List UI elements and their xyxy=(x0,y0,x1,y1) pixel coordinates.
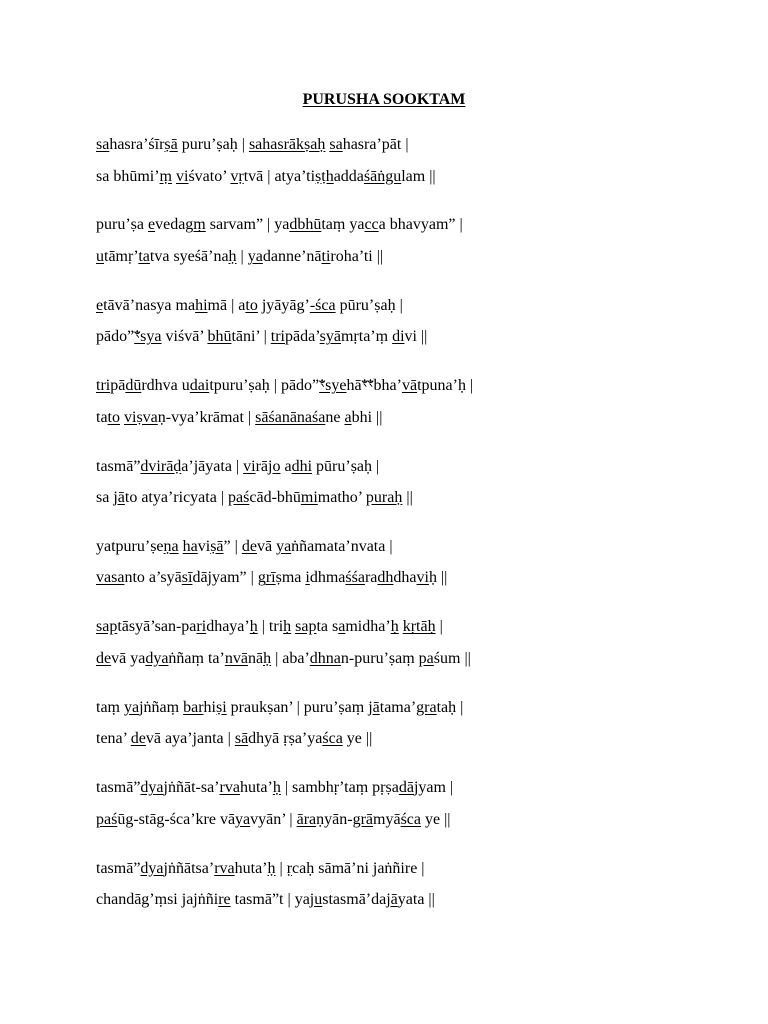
verse-line xyxy=(96,804,746,836)
text-segment: praukṣan’ | puru’ṣaṃ xyxy=(226,698,369,716)
underlined-syllable: de xyxy=(130,730,146,748)
underlined-syllable: ḥ xyxy=(283,618,292,636)
underlined-syllable: dhna xyxy=(309,649,341,667)
text-segment: ta s xyxy=(316,618,339,636)
text-segment: rdhva u xyxy=(141,377,190,395)
text-segment: hāꣳꣳbha’ xyxy=(346,377,402,395)
text-segment: nto a’syā xyxy=(124,569,182,587)
underlined-syllable: dbhū xyxy=(289,216,322,234)
text-segment: | xyxy=(236,247,248,265)
text-segment: taḥ | xyxy=(436,698,464,716)
verse-line xyxy=(96,692,746,724)
verse xyxy=(96,451,746,514)
text-segment: tāsyā’san-pa xyxy=(117,618,197,636)
text-segment: a bhavyam” | xyxy=(378,216,463,234)
underlined-syllable: sa xyxy=(96,136,110,153)
verse-line xyxy=(96,402,746,434)
text-segment: pūru’ṣaḥ | xyxy=(335,296,403,314)
text-segment: ye || xyxy=(342,730,373,748)
underlined-syllable: nvā xyxy=(224,649,248,667)
text-segment: hasra’śīr xyxy=(109,136,165,153)
underlined-syllable: pa xyxy=(418,649,434,667)
underlined-syllable: tri xyxy=(96,377,111,395)
text-segment: sarvam” | ya xyxy=(205,216,290,234)
text-segment: a’jāyata | xyxy=(181,457,244,475)
text-segment: vi xyxy=(197,537,211,555)
text-segment: tāmṛ’ xyxy=(104,247,139,265)
text-segment: hasra’pāt | xyxy=(342,136,409,153)
underlined-syllable: grī xyxy=(257,569,276,587)
text-segment: caḥ sāmā’ni jaṅñire | xyxy=(292,859,425,877)
text-segment: mṛta’ṃ xyxy=(340,328,393,346)
text-segment: taṃ xyxy=(96,698,124,716)
verse-line xyxy=(96,290,746,322)
underlined-syllable: e xyxy=(147,216,156,234)
underlined-syllable: de xyxy=(96,649,112,667)
text-segment: chandāg’ṃsi jajṅñi xyxy=(96,891,219,909)
underlined-syllable: bhū xyxy=(207,328,232,346)
underlined-syllable: ha xyxy=(182,537,198,555)
underlined-syllable: re xyxy=(218,891,231,909)
verses xyxy=(96,129,746,933)
text-segment: sa bhūmi’ xyxy=(96,167,160,185)
text-segment: adda xyxy=(333,167,364,185)
underlined-syllable: syā xyxy=(319,328,341,346)
underlined-syllable: vasa xyxy=(96,569,125,587)
underlined-syllable: dū xyxy=(125,377,142,395)
underlined-syllable: ri xyxy=(196,618,207,636)
text-segment: | xyxy=(435,618,443,636)
verse xyxy=(96,772,746,835)
text-segment: vā aya’janta | xyxy=(145,730,235,748)
underlined-syllable: ya xyxy=(276,537,292,555)
underlined-syllable: vi xyxy=(176,167,189,185)
verse xyxy=(96,129,746,192)
text-segment: lam || xyxy=(401,167,436,185)
underlined-syllable: ꣳsya xyxy=(134,328,162,346)
text-segment: ṇ-vya’krāmat | xyxy=(157,408,256,426)
page-title: PURUSHA SOOKTAM xyxy=(302,91,466,108)
underlined-syllable: ya xyxy=(124,698,140,716)
text-segment: tāni’ | xyxy=(231,328,271,346)
underlined-syllable: sā xyxy=(234,730,249,748)
underlined-syllable: di xyxy=(392,328,405,346)
text-segment: myā xyxy=(373,810,401,828)
verse xyxy=(96,611,746,674)
underlined-syllable: dya xyxy=(140,779,164,797)
text-segment: jyam | xyxy=(413,779,454,797)
text-segment: || xyxy=(402,489,413,507)
text-segment: matho’ xyxy=(317,489,366,507)
text-segment: jṅñātsa’ xyxy=(163,859,215,877)
text-segment: pā xyxy=(110,377,126,395)
underlined-syllable: ti xyxy=(321,247,331,265)
underlined-syllable: puraḥ xyxy=(365,489,403,507)
underlined-syllable: vṛ xyxy=(230,167,244,185)
text-segment: ṣma xyxy=(275,569,306,587)
underlined-syllable: grā xyxy=(352,810,374,828)
verse-line xyxy=(96,853,746,885)
underlined-syllable: viṣva xyxy=(124,408,158,426)
verse xyxy=(96,692,746,755)
underlined-syllable: ṛ xyxy=(286,859,293,877)
underlined-syllable: ya xyxy=(247,247,263,265)
text-segment: śum || xyxy=(433,649,471,667)
underlined-syllable: śca xyxy=(322,730,343,748)
underlined-syllable: ḥ xyxy=(272,779,281,797)
text-segment: vyān’ | xyxy=(250,810,297,828)
underlined-syllable: ṃ xyxy=(159,167,172,185)
underlined-syllable: śāṅgu xyxy=(363,167,402,185)
text-segment: tasmā” xyxy=(96,859,141,877)
underlined-syllable: sī xyxy=(181,569,193,587)
underlined-syllable: i xyxy=(305,569,310,587)
underlined-syllable: ḥ xyxy=(228,247,237,265)
underlined-syllable: paś xyxy=(228,489,250,507)
underlined-syllable: de xyxy=(241,537,257,555)
underlined-syllable: gra xyxy=(416,698,437,716)
underlined-syllable: tri xyxy=(270,328,285,346)
underlined-syllable: u xyxy=(96,247,104,265)
verse-line xyxy=(96,531,746,563)
text-segment: ūg-stāg-śca’kre vā xyxy=(117,810,236,828)
underlined-syllable: sap xyxy=(295,618,317,636)
text-segment: a xyxy=(280,457,292,475)
underlined-syllable: ṣṭh xyxy=(315,167,334,185)
underlined-syllable: sa xyxy=(329,136,343,153)
text-segment: dhyā ṛṣa’ya xyxy=(248,730,323,748)
text-segment: pāda’ xyxy=(285,328,320,346)
underlined-syllable: ḥ xyxy=(390,618,399,636)
underlined-syllable: ṣā xyxy=(164,136,178,153)
text-segment: veda xyxy=(155,216,186,234)
text-segment: danne’nā xyxy=(262,247,322,265)
underlined-syllable: ḥ xyxy=(263,649,272,667)
underlined-syllable: ya xyxy=(235,810,251,828)
underlined-syllable: bar xyxy=(183,698,204,716)
text-segment: taṃ ya xyxy=(321,216,365,234)
underlined-syllable: rva xyxy=(219,779,240,797)
text-segment: sa xyxy=(96,489,114,507)
text-segment: ta xyxy=(96,408,108,426)
text-segment: vā xyxy=(256,537,277,555)
text-segment: dhma xyxy=(309,569,346,587)
underlined-syllable: to xyxy=(107,408,120,426)
text-segment: ḥ || xyxy=(428,569,448,587)
text-segment: yatpuru’ṣe xyxy=(96,537,164,555)
text-segment: roha’ti || xyxy=(330,247,384,265)
text-segment: śvato’ xyxy=(188,167,231,185)
text-segment: to atya’ricyata | xyxy=(124,489,229,507)
underlined-syllable: sahasrākṣaḥ xyxy=(248,136,326,153)
underlined-syllable: dai xyxy=(189,377,210,395)
underlined-syllable: śśa xyxy=(345,569,365,587)
underlined-syllable: ṣi xyxy=(216,698,227,716)
verse-line xyxy=(96,321,746,353)
underlined-syllable: dvirāḍ xyxy=(140,457,182,475)
underlined-syllable: dya xyxy=(145,649,169,667)
underlined-syllable: ta xyxy=(138,247,150,265)
text-segment: pūru’ṣaḥ | xyxy=(312,457,380,475)
verse xyxy=(96,370,746,433)
text-segment: tasmā”t | ya xyxy=(230,891,310,909)
text-segment: pādo” xyxy=(96,328,135,346)
underlined-syllable: ṇa xyxy=(163,537,179,555)
underlined-syllable: dā xyxy=(398,779,414,797)
text-segment: jṅñaṃ xyxy=(139,698,184,716)
verse xyxy=(96,209,746,272)
text-segment: ṅñaṃ ta’ xyxy=(168,649,225,667)
text-segment: viśvā’ xyxy=(161,328,208,346)
text-segment: ṇyān- xyxy=(316,810,353,828)
text-segment: mā | a xyxy=(207,296,246,314)
underlined-syllable: jā xyxy=(386,891,398,909)
underlined-syllable: vi xyxy=(243,457,256,475)
text-segment: bhi || xyxy=(351,408,383,426)
text-segment: nā xyxy=(247,649,264,667)
text-segment: cād-bhū xyxy=(249,489,301,507)
text-segment: jṅñāt-sa’ xyxy=(163,779,220,797)
text-segment: tpuru’ṣaḥ | pādo” xyxy=(209,377,320,395)
text-segment: | aba’ xyxy=(271,649,310,667)
verse-line xyxy=(96,562,746,594)
underlined-syllable: sāśanānaśa xyxy=(255,408,326,426)
text-segment: tvā | atya’ti xyxy=(243,167,316,185)
text-segment: ” | xyxy=(223,537,242,555)
verse xyxy=(96,531,746,594)
underlined-syllable: gṃ xyxy=(185,216,206,234)
underlined-syllable: ṣā xyxy=(210,537,224,555)
text-segment: vā ya xyxy=(111,649,146,667)
underlined-syllable: a xyxy=(344,408,352,426)
text-segment: | xyxy=(275,859,287,877)
text-segment: | sambhṛ’taṃ pṛṣa xyxy=(280,779,399,797)
underlined-syllable: -śca xyxy=(309,296,336,314)
text-segment: tpuna’ḥ | xyxy=(417,377,474,395)
verse-line xyxy=(96,482,746,514)
verse-line xyxy=(96,161,746,193)
underlined-syllable: vā xyxy=(401,377,418,395)
underlined-syllable: jā xyxy=(113,489,125,507)
underlined-syllable: dya xyxy=(140,859,164,877)
text-segment: tama’ xyxy=(379,698,417,716)
verse xyxy=(96,853,746,916)
text-segment: stasmā’da xyxy=(322,891,387,909)
underlined-syllable: ḥ xyxy=(249,618,258,636)
text-segment: tasmā” xyxy=(96,779,141,797)
underlined-syllable: cc xyxy=(364,216,379,234)
text-segment: puru’ṣaḥ | xyxy=(177,136,249,153)
underlined-syllable: rva xyxy=(214,859,235,877)
text-segment: n-puru’ṣaṃ xyxy=(340,649,419,667)
underlined-syllable: jā xyxy=(368,698,380,716)
text-segment: dājyam” | xyxy=(192,569,258,587)
text-segment: yata || xyxy=(397,891,435,909)
text-segment: tāvā’nasya ma xyxy=(103,296,196,314)
verse-line xyxy=(96,241,746,273)
text-segment: tva syeśā’na xyxy=(149,247,229,265)
text-segment: | tri xyxy=(257,618,284,636)
text-segment: ne xyxy=(325,408,345,426)
underlined-syllable: mi xyxy=(300,489,318,507)
underlined-syllable: ḥ xyxy=(267,859,276,877)
underlined-syllable: dhi xyxy=(291,457,313,475)
underlined-syllable: sap xyxy=(96,618,118,636)
text-segment: hi xyxy=(203,698,216,716)
verse xyxy=(96,290,746,353)
verse-line xyxy=(96,772,746,804)
verse-line xyxy=(96,884,746,916)
underlined-syllable: hi xyxy=(195,296,208,314)
text-segment: dha xyxy=(393,569,417,587)
underlined-syllable: ꣳsye xyxy=(319,377,347,395)
underlined-syllable: dh xyxy=(377,569,394,587)
underlined-syllable: a xyxy=(338,618,346,636)
verse-line xyxy=(96,723,746,755)
underlined-syllable: vi xyxy=(416,569,429,587)
text-segment: jyāyāg’ xyxy=(257,296,310,314)
text-segment: vi || xyxy=(404,328,428,346)
text-segment: rā xyxy=(255,457,269,475)
underlined-syllable: paś xyxy=(96,810,118,828)
text-segment: ṅñamata’nvata | xyxy=(291,537,393,555)
underlined-syllable: jo xyxy=(268,457,281,475)
verse-line xyxy=(96,129,746,161)
underlined-syllable: śca xyxy=(400,810,421,828)
text-segment: huta’ xyxy=(234,859,268,877)
verse-line xyxy=(96,209,746,241)
text-segment: tasmā” xyxy=(96,457,141,475)
text-segment: ra xyxy=(364,569,378,587)
verse-line xyxy=(96,643,746,675)
underlined-syllable: āra xyxy=(296,810,317,828)
text-segment: puru’ṣa xyxy=(96,216,148,234)
underlined-syllable: to xyxy=(245,296,258,314)
text-segment: dhaya’ xyxy=(206,618,250,636)
text-segment: tena’ xyxy=(96,730,131,748)
underlined-syllable: ju xyxy=(309,891,323,909)
verse-line xyxy=(96,451,746,483)
text-segment: ye || xyxy=(421,810,451,828)
verse-line xyxy=(96,611,746,643)
underlined-syllable: kṛtāḥ xyxy=(402,618,436,636)
text-segment: midha’ xyxy=(345,618,391,636)
text-segment: huta’ xyxy=(239,779,273,797)
underlined-syllable: e xyxy=(96,296,104,314)
verse-line xyxy=(96,370,746,402)
